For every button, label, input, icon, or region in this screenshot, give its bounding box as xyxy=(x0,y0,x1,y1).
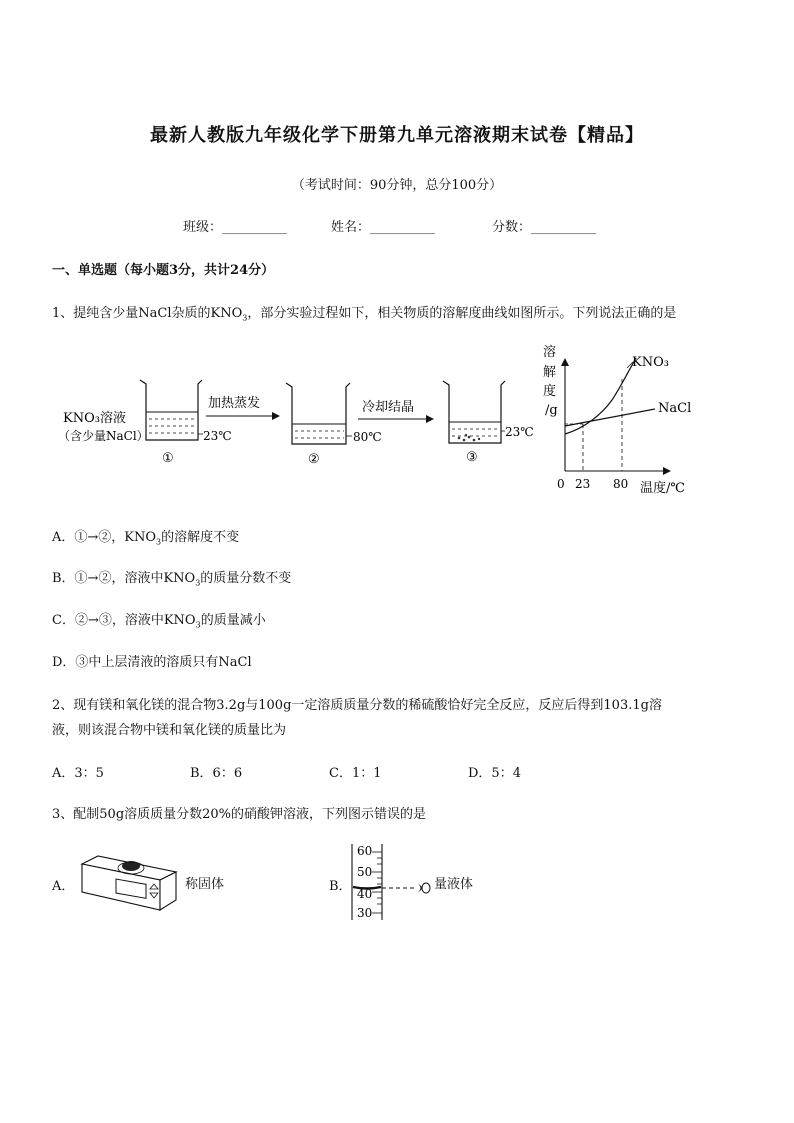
q1-option-b[interactable] xyxy=(52,567,291,588)
q1-option-c[interactable] xyxy=(52,609,266,630)
q3-option-a-text: 称固体 xyxy=(185,877,225,892)
beaker-1 xyxy=(140,380,203,440)
ylabel-char-3: 度 xyxy=(543,384,557,399)
ylabel-char-2: 解 xyxy=(543,365,557,380)
arrow-right-icon xyxy=(426,415,434,423)
beaker-3-number: ③ xyxy=(466,450,478,465)
q2-option-c[interactable]: C．1：1 xyxy=(329,766,382,781)
exam-subtitle: （考试时间：90分钟，总分100分） xyxy=(291,178,503,193)
q1-stem-subscript: 3 xyxy=(242,313,248,323)
beaker-2-number: ② xyxy=(308,452,320,467)
section-heading: 一、单选题（每小题3分，共计24分） xyxy=(52,263,275,278)
q2-option-d[interactable]: D．5：4 xyxy=(468,766,521,781)
name-label: 姓名： xyxy=(331,220,371,235)
kno3-solution-label: KNO₃溶液 xyxy=(63,411,126,426)
q3-option-b-letter[interactable]: B． xyxy=(329,879,352,894)
question-2-stem-line2: 液，则该混合物中镁和氧化镁的质量比为 xyxy=(52,723,287,738)
q1-option-c-post: 的质量减小 xyxy=(200,613,266,628)
q1-stem-part-a: 1、提纯含少量NaCl杂质的KNO xyxy=(52,306,243,321)
q1-option-b-pre: B．①→②，溶液中KNO xyxy=(52,571,196,586)
x-tick-80: 80 xyxy=(613,477,629,491)
eye-icon xyxy=(418,884,422,892)
arrow-right-icon xyxy=(272,412,280,420)
beaker-3-temp: 23℃ xyxy=(505,425,534,439)
question-3-stem: 3、配制50g溶质质量分数20%的硝酸钾溶液，下列图示错误的是 xyxy=(52,807,427,822)
cylinder-tick-40: 40 xyxy=(357,887,373,901)
beaker-2 xyxy=(286,383,352,444)
q1-option-a-pre: A．①→②，KNO xyxy=(52,530,157,545)
cylinder-tick-30: 30 xyxy=(357,906,373,920)
score-label: 分数： xyxy=(492,220,532,235)
nacl-impurity-label: （含少量NaCl） xyxy=(58,429,149,443)
beaker-1-number: ① xyxy=(162,451,174,466)
question-1-stem xyxy=(52,302,676,323)
y-axis-arrow xyxy=(561,358,569,366)
class-field xyxy=(183,216,287,235)
cylinder-tick-50: 50 xyxy=(357,865,373,879)
q1-stem-part-b: ，部分实验过程如下，相关物质的溶解度曲线如图所示。下列说法正确的是 xyxy=(247,306,677,321)
cylinder-tick-60: 60 xyxy=(357,844,373,858)
score-field xyxy=(492,216,596,235)
name-field xyxy=(331,216,435,235)
beaker-1-temp: 23℃ xyxy=(203,429,232,443)
origin-label: 0 xyxy=(557,477,565,491)
solubility-chart xyxy=(540,340,700,500)
x-axis-label: 温度/℃ xyxy=(640,481,685,496)
q1-option-a-post: 的溶解度不变 xyxy=(161,530,240,545)
nacl-series-label: NaCl xyxy=(658,401,692,416)
q1-option-a-sub: 3 xyxy=(156,537,162,547)
x-tick-23: 23 xyxy=(575,477,591,491)
ylabel-char-4: /g xyxy=(545,403,558,418)
class-blank: __________ xyxy=(222,220,288,235)
q1-option-c-sub: 3 xyxy=(195,620,201,630)
x-axis-arrow xyxy=(663,467,671,475)
step-cool-crystallize: 冷却结晶 xyxy=(362,400,415,415)
score-blank: __________ xyxy=(531,220,597,235)
graduated-cylinder-figure xyxy=(346,840,436,924)
class-label: 班级： xyxy=(183,220,223,235)
kno3-curve xyxy=(565,358,636,434)
step-heat-evaporate: 加热蒸发 xyxy=(208,396,261,411)
q1-option-a[interactable] xyxy=(52,526,239,547)
balance-icon xyxy=(76,848,184,918)
q1-option-b-sub: 3 xyxy=(195,578,201,588)
question-2-stem-line1: 2、现有镁和氧化镁的混合物3.2g与100g一定溶质质量分数的稀硫酸恰好完全反应，反应后得到103.1g溶 xyxy=(52,698,662,713)
ylabel-char-1: 溶 xyxy=(543,345,557,360)
q2-option-b[interactable]: B．6：6 xyxy=(190,766,243,781)
beaker-3 xyxy=(443,381,505,443)
page-title: 最新人教版九年级化学下册第九单元溶液期末试卷【精品】 xyxy=(150,125,644,146)
beaker-2-temp: 80℃ xyxy=(353,430,382,444)
q3-option-b-text: 量液体 xyxy=(434,877,474,892)
q3-option-a-letter[interactable]: A． xyxy=(52,879,75,894)
q1-option-d-text: D．③中上层清液的溶质只有NaCl xyxy=(52,655,252,670)
nacl-curve xyxy=(565,409,655,426)
q1-option-c-pre: C．②→③，溶液中KNO xyxy=(52,613,196,628)
kno3-series-label: KNO₃ xyxy=(632,355,669,370)
experiment-figure xyxy=(50,374,550,469)
name-blank: __________ xyxy=(370,220,436,235)
q1-option-b-post: 的质量分数不变 xyxy=(200,571,292,586)
q1-option-d[interactable] xyxy=(52,651,252,670)
q2-option-a[interactable]: A．3：5 xyxy=(52,766,104,781)
